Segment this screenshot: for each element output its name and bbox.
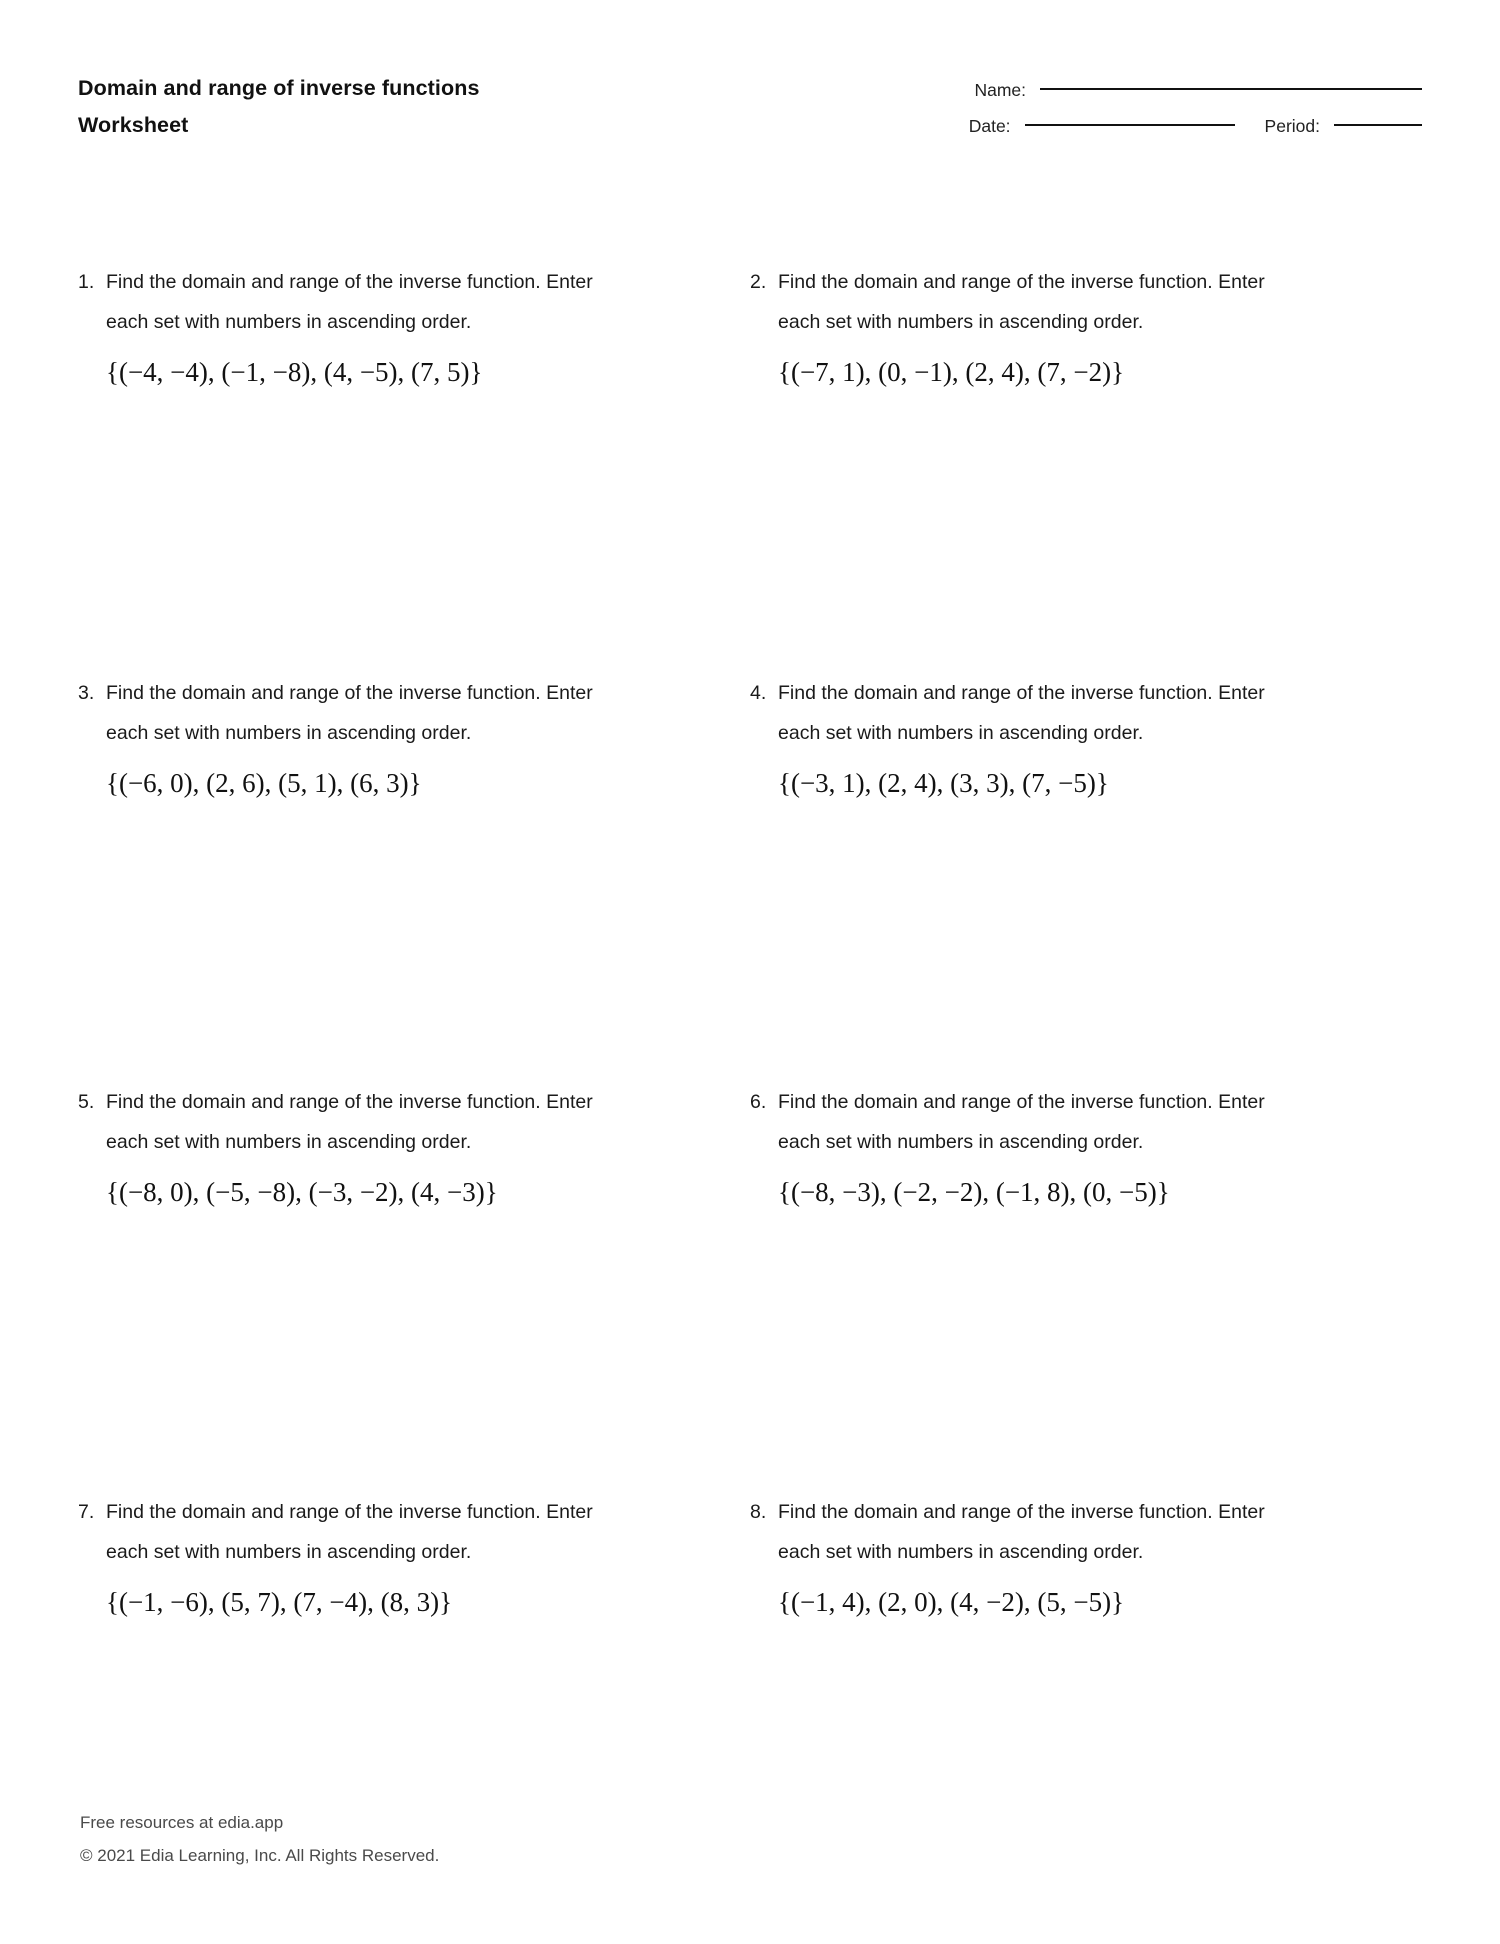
problems-grid	[78, 262, 1422, 1692]
problem-4	[750, 673, 1422, 1082]
period-input-line[interactable]	[1334, 124, 1422, 126]
problem-1-head	[78, 262, 690, 342]
worksheet-header	[78, 70, 1422, 160]
problem-row-3	[78, 1082, 1422, 1492]
problem-6-number: 6.	[750, 1091, 767, 1113]
problem-1-prompt: Find the domain and range of the inverse function. Enter each set with numbers in ascending order.	[106, 271, 593, 333]
problem-1-expression: {(−4, −4), (−1, −8), (4, −5), (7, 5)}	[106, 357, 483, 387]
problem-row-1	[78, 262, 1422, 673]
problem-3	[78, 673, 750, 1082]
footer-copyright-line: © 2021 Edia Learning, Inc. All Rights Reserved.	[80, 1846, 440, 1865]
problem-6	[750, 1082, 1422, 1492]
problem-7	[78, 1492, 750, 1692]
problem-8-prompt: Find the domain and range of the inverse function. Enter each set with numbers in ascending order.	[778, 1501, 1265, 1563]
name-row	[902, 72, 1422, 108]
period-label: Period:	[1264, 115, 1320, 136]
problem-4-head	[750, 673, 1362, 753]
problem-2	[750, 262, 1422, 673]
problem-1-number: 1.	[78, 271, 95, 293]
date-input-line[interactable]	[1025, 124, 1235, 126]
problem-2-number: 2.	[750, 271, 767, 293]
problem-7-prompt: Find the domain and range of the inverse function. Enter each set with numbers in ascending order.	[106, 1501, 593, 1563]
problem-5	[78, 1082, 750, 1492]
problem-3-prompt: Find the domain and range of the inverse function. Enter each set with numbers in ascending order.	[106, 682, 593, 744]
problem-5-prompt: Find the domain and range of the inverse function. Enter each set with numbers in ascending order.	[106, 1091, 593, 1153]
problem-8	[750, 1492, 1422, 1692]
page-title	[78, 70, 698, 144]
problem-8-number: 8.	[750, 1501, 767, 1523]
student-info-block	[902, 72, 1422, 144]
problem-7-head	[78, 1492, 690, 1572]
problem-7-number: 7.	[78, 1501, 95, 1523]
problem-6-head	[750, 1082, 1362, 1162]
problem-4-prompt: Find the domain and range of the inverse function. Enter each set with numbers in ascending order.	[778, 682, 1265, 744]
name-label: Name:	[974, 79, 1026, 100]
title-line-1: Domain and range of inverse functions	[78, 76, 480, 100]
problem-8-expression: {(−1, 4), (2, 0), (4, −2), (5, −5)}	[778, 1587, 1125, 1617]
problem-5-head	[78, 1082, 690, 1162]
problem-3-expression: {(−6, 0), (2, 6), (5, 1), (6, 3)}	[106, 768, 422, 798]
problem-6-prompt: Find the domain and range of the inverse function. Enter each set with numbers in ascending order.	[778, 1091, 1265, 1153]
problem-row-4	[78, 1492, 1422, 1692]
problem-3-head	[78, 673, 690, 753]
problem-6-expression: {(−8, −3), (−2, −2), (−1, 8), (0, −5)}	[778, 1177, 1170, 1207]
problem-4-expression: {(−3, 1), (2, 4), (3, 3), (7, −5)}	[778, 768, 1109, 798]
problem-5-expression: {(−8, 0), (−5, −8), (−3, −2), (4, −3)}	[106, 1177, 498, 1207]
problem-2-head	[750, 262, 1362, 342]
date-period-row	[902, 108, 1422, 144]
problem-row-2	[78, 673, 1422, 1082]
footer-resources-line: Free resources at edia.app	[80, 1813, 284, 1832]
title-line-2: Worksheet	[78, 113, 189, 137]
name-input-line[interactable]	[1040, 88, 1422, 90]
date-label: Date:	[968, 115, 1011, 136]
problem-8-head	[750, 1492, 1362, 1572]
problem-1	[78, 262, 750, 673]
page-footer	[80, 1806, 980, 1872]
problem-2-prompt: Find the domain and range of the inverse function. Enter each set with numbers in ascending order.	[778, 271, 1265, 333]
problem-3-number: 3.	[78, 682, 95, 704]
problem-5-number: 5.	[78, 1091, 95, 1113]
problem-4-number: 4.	[750, 682, 767, 704]
problem-7-expression: {(−1, −6), (5, 7), (7, −4), (8, 3)}	[106, 1587, 453, 1617]
problem-2-expression: {(−7, 1), (0, −1), (2, 4), (7, −2)}	[778, 357, 1125, 387]
